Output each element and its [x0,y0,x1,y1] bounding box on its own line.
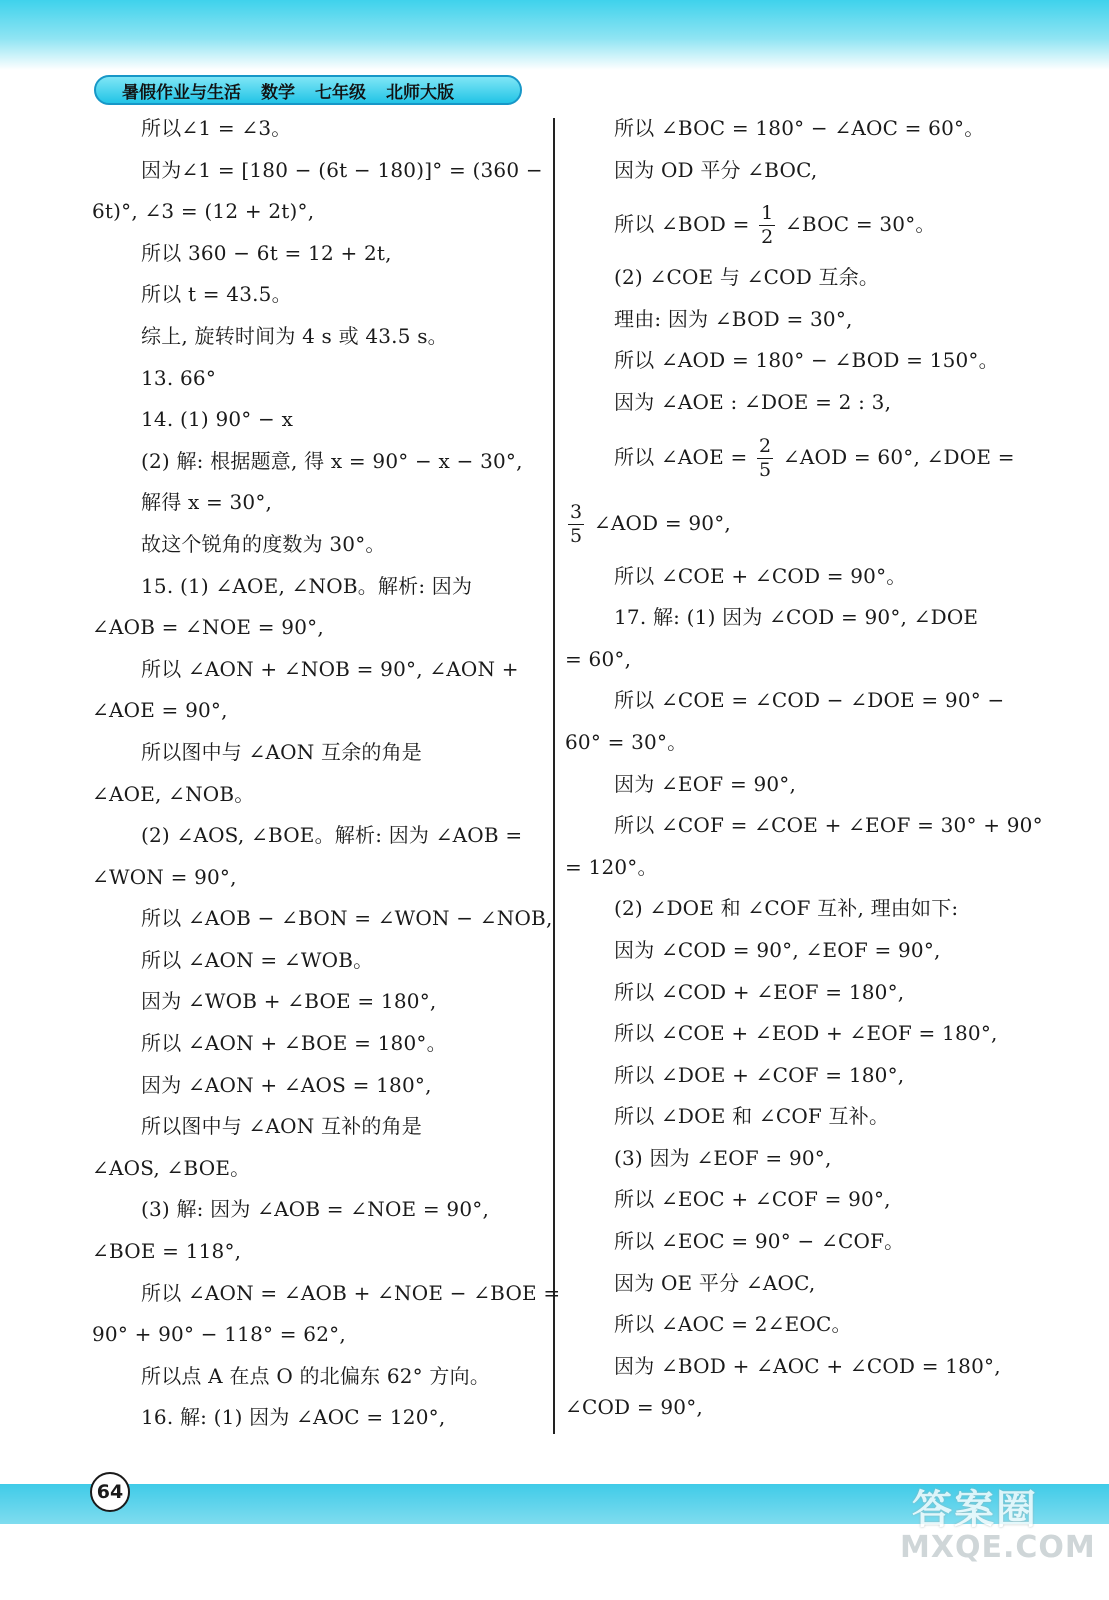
text-line: 所以 ∠AOB − ∠BON = ∠WON − ∠NOB, [141,906,553,931]
text-line: 解得 x = 30°, [141,490,273,515]
text-line: 所以 ∠COE + ∠COD = 90°。 [614,563,907,588]
text-line: 所以 ∠AON = ∠AOB + ∠NOE − ∠BOE = [141,1280,561,1305]
text-line: 所以 ∠COD + ∠EOF = 180°, [614,979,905,1004]
text-line: 所以 ∠EOC + ∠COF = 90°, [614,1187,891,1212]
answer-15: 15. (1) ∠AOE, ∠NOB。解析: 因为 [141,573,473,598]
fraction [568,500,584,547]
text-line: (3) 解: 因为 ∠AOB = ∠NOE = 90°, [141,1197,490,1222]
top-decorative-band [0,0,1109,70]
text-line: 所以 ∠DOE + ∠COF = 180°, [614,1062,905,1087]
text-line: 所以 ∠COF = ∠COE + ∠EOF = 30° + 90° [614,813,1043,838]
text-line: ∠COD = 90°, [565,1395,703,1420]
text-line-with-fraction [565,424,1013,490]
text-line: 所以 ∠COE + ∠EOD + ∠EOF = 180°, [614,1021,998,1046]
text-line: 所以图中与 ∠AON 互余的角是 [141,739,423,764]
text-line: (2) ∠DOE 和 ∠COF 互补, 理由如下: [614,896,959,921]
answer-17: 17. 解: (1) 因为 ∠COD = 90°, ∠DOE [614,605,979,630]
book-title: 暑假作业与生活 [122,82,241,103]
text-line: 6t)°, ∠3 = (12 + 2t)°, [92,199,315,224]
watermark-logo: 答案圈 [912,1487,1038,1533]
text-line: = 60°, [565,646,632,671]
text-line: 所以 ∠AOC = 2∠EOC。 [614,1312,852,1337]
text-line: (3) 因为 ∠EOF = 90°, [614,1145,832,1170]
text-line: 所以图中与 ∠AON 互补的角是 [141,1114,423,1139]
text-segment: ∠AOD = 60°, ∠DOE = [782,444,1015,469]
subject-label: 数学 [261,82,295,103]
fraction-numerator: 2 [759,434,772,457]
answer-16: 16. 解: (1) 因为 ∠AOC = 120°, [141,1405,446,1430]
text-line: 因为 ∠AOE : ∠DOE = 2 : 3, [614,389,892,414]
fraction-numerator: 1 [761,202,774,225]
text-line: 所以 ∠COE = ∠COD − ∠DOE = 90° − [614,688,1005,713]
text-line: 所以 360 − 6t = 12 + 2t, [141,240,392,265]
text-line: ∠AOE, ∠NOB。 [92,781,255,806]
fraction [757,434,773,481]
header-banner [94,75,522,105]
watermark-url: MXQE.COM [900,1530,1096,1565]
fraction [759,204,775,247]
page-number-badge: 64 [90,1472,130,1512]
text-line: ∠AOE = 90°, [92,698,228,723]
text-line: (2) ∠AOS, ∠BOE。解析: 因为 ∠AOB = [141,823,523,848]
text-line-with-fraction [565,490,1013,556]
text-line: 综上, 旋转时间为 4 s 或 43.5 s。 [141,323,448,348]
text-segment: 所以 ∠BOD = [614,212,750,237]
edition-label: 北师大版 [386,82,454,103]
text-line: 故这个锐角的度数为 30°。 [141,531,386,556]
text-line: 因为 OD 平分 ∠BOC, [614,157,818,182]
fraction-denominator: 5 [570,524,583,547]
fraction-denominator: 5 [759,458,772,481]
text-line: 因为 ∠BOD + ∠AOC + ∠COD = 180°, [614,1353,1001,1378]
column-divider [553,118,555,1434]
text-line: 所以∠1 = ∠3。 [141,116,292,140]
text-line: ∠AOS, ∠BOE。 [92,1155,251,1180]
text-line: 因为 ∠COD = 90°, ∠EOF = 90°, [614,937,941,962]
text-line: = 120°。 [565,854,658,879]
text-line: (2) 解: 根据题意, 得 x = 90° − x − 30°, [141,448,523,473]
text-segment: ∠BOC = 30°。 [784,212,936,237]
text-line: 所以 t = 43.5。 [141,282,292,307]
text-line: 所以 ∠DOE 和 ∠COF 互补。 [614,1104,890,1129]
text-line-with-fraction [565,191,1013,257]
answer-14: 14. (1) 90° − x [141,407,294,432]
text-segment: ∠AOD = 90°, [593,510,731,535]
text-line: 因为∠1 = [180 − (6t − 180)]° = (360 − [141,157,543,182]
text-line: 所以 ∠EOC = 90° − ∠COF。 [614,1229,905,1254]
text-line: 因为 ∠EOF = 90°, [614,771,797,796]
text-line: ∠BOE = 118°, [92,1239,242,1264]
answer-13: 13. 66° [141,365,217,390]
left-column [92,108,561,1439]
text-line: 因为 ∠WOB + ∠BOE = 180°, [141,989,437,1014]
text-segment: 所以 ∠AOE = [614,444,748,469]
text-line: 所以点 A 在点 O 的北偏东 62° 方向。 [141,1363,491,1388]
text-line: 所以 ∠BOC = 180° − ∠AOC = 60°。 [614,116,985,140]
text-line: (2) ∠COE 与 ∠COD 互余。 [614,265,880,290]
text-line: 所以 ∠AON = ∠WOB。 [141,947,374,972]
fraction-numerator: 3 [570,500,583,523]
grade-label: 七年级 [315,82,366,103]
text-line: 所以 ∠AON + ∠BOE = 180°。 [141,1031,447,1056]
text-line: 所以 ∠AOD = 180° − ∠BOD = 150°。 [614,348,999,373]
text-line: 因为 OE 平分 ∠AOC, [614,1270,816,1295]
fraction-denominator: 2 [761,226,774,249]
text-line: 90° + 90° − 118° = 62°, [92,1322,346,1347]
text-line: 理由: 因为 ∠BOD = 30°, [614,306,853,331]
text-line: ∠AOB = ∠NOE = 90°, [92,615,324,640]
right-column [565,108,1043,1429]
text-line: 因为 ∠AON + ∠AOS = 180°, [141,1072,432,1097]
text-line: 60° = 30°。 [565,729,688,754]
text-line: ∠WON = 90°, [92,864,237,889]
text-line: 所以 ∠AON + ∠NOB = 90°, ∠AON + [141,656,519,681]
